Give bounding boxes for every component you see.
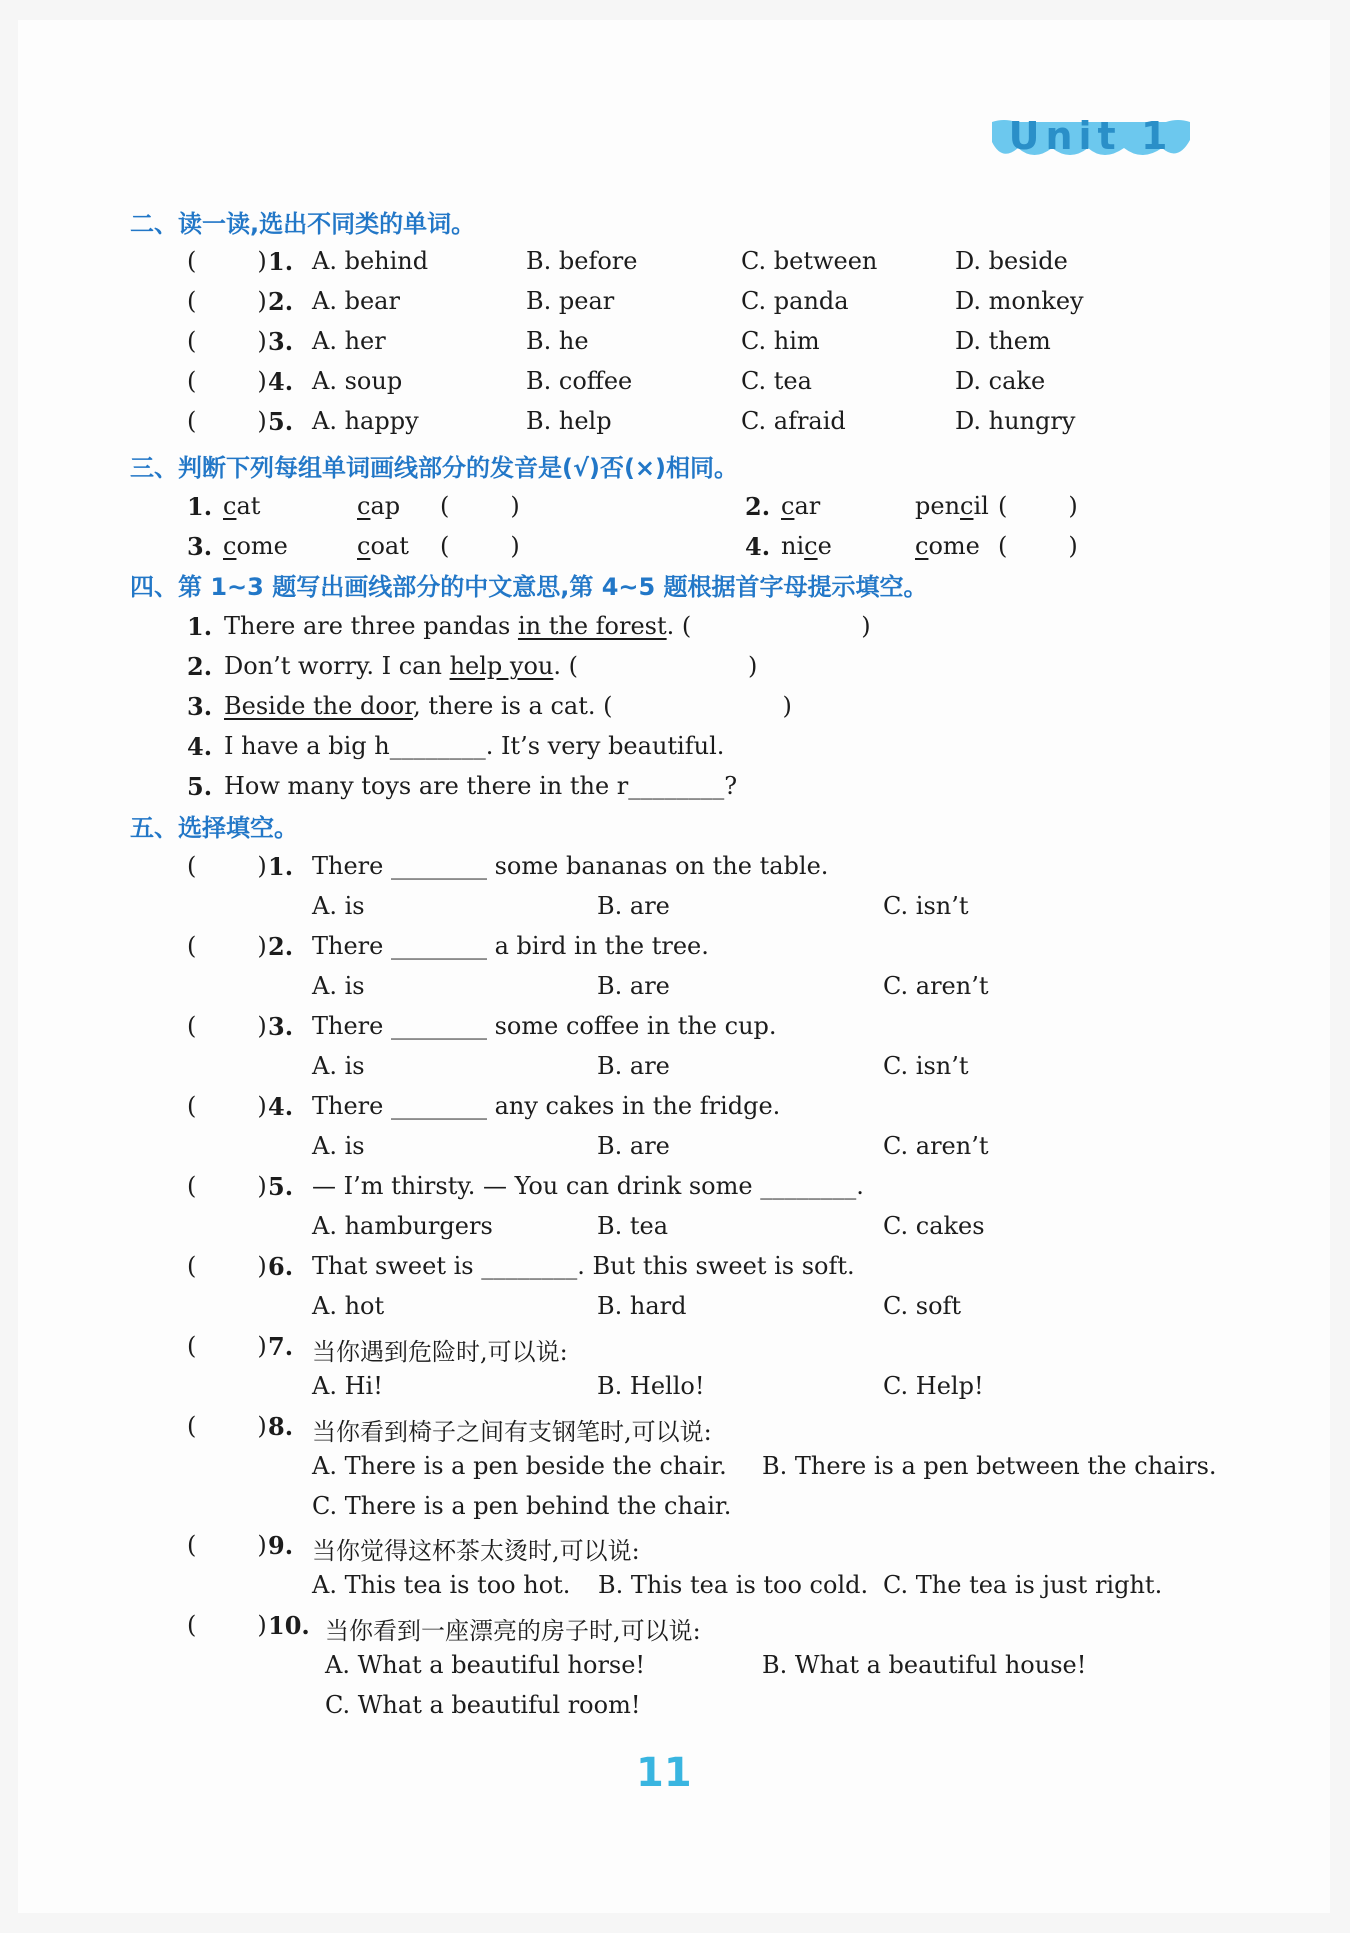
answer-slot[interactable]: ( ) <box>998 532 1078 560</box>
option-c: C. isn’t <box>883 892 969 920</box>
sentence-part: Don’t worry. I can <box>224 652 450 680</box>
unit-badge-label: Unit 1 <box>1008 114 1174 158</box>
question-number: 1. <box>268 247 294 276</box>
question-number: 3. <box>187 692 213 721</box>
question-number: 4. <box>187 732 213 761</box>
underlined-word <box>915 532 980 560</box>
option-b: B. pear <box>526 287 615 315</box>
answer-slot[interactable]: ( ) <box>187 1012 267 1040</box>
question-number: 2. <box>745 492 771 521</box>
underlined-word <box>357 532 409 560</box>
option-a: A. is <box>312 892 365 920</box>
answer-slot[interactable]: ( ) <box>187 1611 267 1639</box>
option-b: B. Hello! <box>597 1372 705 1400</box>
option-b: B. There is a pen between the chairs. <box>762 1452 1217 1480</box>
underlined-word <box>781 492 820 520</box>
question-text: I have a big h________. It’s very beautiful. <box>224 732 725 760</box>
option-c: C. What a beautiful room! <box>325 1691 641 1719</box>
question-number: 1. <box>268 852 294 881</box>
question-text: There ________ some coffee in the cup. <box>312 1012 777 1040</box>
option-a: A. happy <box>312 407 419 435</box>
option-c: C. him <box>741 327 820 355</box>
word-part: at <box>236 492 261 520</box>
option-a: A. This tea is too hot. <box>312 1571 571 1599</box>
question-text: There ________ some bananas on the table. <box>312 852 829 880</box>
question-text: — I’m thirsty. — You can drink some ________. <box>312 1172 864 1200</box>
option-a: A. is <box>312 1132 365 1160</box>
answer-slot[interactable]: ( ) <box>440 532 520 560</box>
answer-slot[interactable]: ( ) <box>187 247 267 275</box>
sentence-part: There are three pandas <box>224 612 518 640</box>
underlined-phrase: Beside the door <box>224 692 414 720</box>
question-number: 4. <box>268 367 294 396</box>
underlined-letter: c <box>223 532 237 560</box>
section-3-title: 三、判断下列每组单词画线部分的发音是(√)否(×)相同。 <box>130 454 738 482</box>
question-text: 当你看到椅子之间有支钢笔时,可以说: <box>312 1418 712 1446</box>
underlined-word <box>915 492 989 520</box>
word-part: ome <box>928 532 980 560</box>
page-number: 11 <box>636 1750 692 1796</box>
unit-badge <box>992 114 1190 162</box>
option-b: B. This tea is too cold. <box>598 1571 869 1599</box>
option-c: C. soft <box>883 1292 962 1320</box>
word-part: ni <box>781 532 805 560</box>
question-number: 10. <box>268 1611 310 1640</box>
answer-slot[interactable]: ( ) <box>187 327 267 355</box>
underlined-phrase: help you <box>449 652 554 680</box>
question-text <box>224 652 757 680</box>
option-c: C. The tea is just right. <box>883 1571 1163 1599</box>
option-c: C. tea <box>741 367 812 395</box>
question-number: 5. <box>268 407 294 436</box>
option-a: A. soup <box>312 367 403 395</box>
option-a: A. Hi! <box>312 1372 383 1400</box>
question-text: 当你觉得这杯茶太烫时,可以说: <box>312 1537 640 1565</box>
question-number: 4. <box>268 1092 294 1121</box>
underlined-letter: c <box>804 532 818 560</box>
option-c: C. aren’t <box>883 972 989 1000</box>
underlined-word <box>223 532 288 560</box>
question-number: 3. <box>187 532 213 561</box>
option-b: B. hard <box>597 1292 687 1320</box>
option-a: A. What a beautiful horse! <box>325 1651 646 1679</box>
question-text: 当你看到一座漂亮的房子时,可以说: <box>325 1617 701 1645</box>
question-number: 4. <box>745 532 771 561</box>
option-a: A. is <box>312 972 365 1000</box>
question-text: There ________ a bird in the tree. <box>312 932 709 960</box>
question-number: 5. <box>187 772 213 801</box>
option-d: D. monkey <box>955 287 1084 315</box>
option-b: B. are <box>597 892 670 920</box>
question-number: 2. <box>187 652 213 681</box>
word-part: ap <box>370 492 401 520</box>
section-4-title: 四、第 1~3 题写出画线部分的中文意思,第 4~5 题根据首字母提示填空。 <box>130 573 928 601</box>
option-a: A. hamburgers <box>312 1212 493 1240</box>
question-number: 1. <box>187 492 213 521</box>
sentence-part: ) <box>782 692 792 720</box>
answer-slot[interactable]: ( ) <box>998 492 1078 520</box>
sentence-part: , there is a cat. ( <box>413 692 613 720</box>
question-text <box>224 612 871 640</box>
underlined-phrase: in the forest <box>517 612 667 640</box>
answer-slot[interactable]: ( ) <box>187 1172 267 1200</box>
sentence-part: ) <box>747 652 758 680</box>
question-number: 9. <box>268 1531 294 1560</box>
answer-slot[interactable]: ( ) <box>187 1332 267 1360</box>
option-d: D. cake <box>955 367 1046 395</box>
question-number: 8. <box>268 1412 294 1441</box>
section-2-title: 二、读一读,选出不同类的单词。 <box>130 210 476 238</box>
option-b: B. he <box>526 327 589 355</box>
option-c: C. panda <box>741 287 849 315</box>
answer-slot[interactable]: ( ) <box>187 1412 267 1440</box>
word-part: ome <box>236 532 288 560</box>
word-part: il <box>973 492 989 520</box>
word-part: pen <box>915 492 961 520</box>
option-b: B. What a beautiful house! <box>762 1651 1087 1679</box>
underlined-letter: c <box>915 532 929 560</box>
option-c: C. aren’t <box>883 1132 989 1160</box>
underlined-word <box>781 532 832 560</box>
option-c: C. cakes <box>883 1212 985 1240</box>
answer-slot[interactable]: ( ) <box>187 407 267 435</box>
answer-slot[interactable]: ( ) <box>187 367 267 395</box>
question-text: There ________ any cakes in the fridge. <box>312 1092 781 1120</box>
option-c: C. afraid <box>741 407 846 435</box>
option-b: B. are <box>597 1052 670 1080</box>
option-a: A. hot <box>312 1292 385 1320</box>
option-b: B. help <box>526 407 612 435</box>
option-d: D. hungry <box>955 407 1076 435</box>
option-a: A. is <box>312 1052 365 1080</box>
option-a: A. bear <box>312 287 400 315</box>
answer-slot[interactable]: ( ) <box>440 492 520 520</box>
sentence-part: ) <box>861 612 871 640</box>
underlined-letter: c <box>357 492 371 520</box>
underlined-letter: c <box>781 492 795 520</box>
answer-slot[interactable]: ( ) <box>187 1092 267 1120</box>
underlined-letter: c <box>960 492 974 520</box>
option-d: D. them <box>955 327 1051 355</box>
option-d: D. beside <box>955 247 1068 275</box>
option-b: B. are <box>597 1132 670 1160</box>
option-a: A. behind <box>312 247 429 275</box>
question-text: That sweet is ________. But this sweet is soft. <box>312 1252 855 1280</box>
question-number: 1. <box>187 612 213 641</box>
word-part: ar <box>794 492 821 520</box>
option-a: A. her <box>312 327 386 355</box>
option-c: C. There is a pen behind the chair. <box>312 1492 732 1520</box>
option-c: C. between <box>741 247 878 275</box>
option-c: C. isn’t <box>883 1052 969 1080</box>
option-b: B. tea <box>597 1212 669 1240</box>
question-number: 2. <box>268 287 294 316</box>
section-5-title: 五、选择填空。 <box>130 814 298 842</box>
option-b: B. are <box>597 972 670 1000</box>
underlined-letter: c <box>357 532 371 560</box>
word-part: e <box>817 532 832 560</box>
question-number: 7. <box>268 1332 294 1361</box>
question-text: 当你遇到危险时,可以说: <box>312 1338 568 1366</box>
question-text <box>224 692 792 720</box>
question-number: 3. <box>268 1012 294 1041</box>
underlined-word <box>223 492 260 520</box>
sentence-part: . ( <box>666 612 692 640</box>
option-a: A. There is a pen beside the chair. <box>312 1452 727 1480</box>
answer-slot[interactable]: ( ) <box>187 852 267 880</box>
question-number: 5. <box>268 1172 294 1201</box>
word-part: oat <box>370 532 409 560</box>
question-number: 6. <box>268 1252 294 1281</box>
sentence-part: . ( <box>553 652 578 680</box>
answer-slot[interactable]: ( ) <box>187 287 267 315</box>
question-text: How many toys are there in the r________? <box>224 772 738 800</box>
option-c: C. Help! <box>883 1372 984 1400</box>
option-b: B. before <box>526 247 638 275</box>
question-number: 3. <box>268 327 294 356</box>
option-b: B. coffee <box>526 367 633 395</box>
underlined-word <box>357 492 400 520</box>
answer-slot[interactable]: ( ) <box>187 1252 267 1280</box>
underlined-letter: c <box>223 492 237 520</box>
question-number: 2. <box>268 932 294 961</box>
answer-slot[interactable]: ( ) <box>187 1531 267 1559</box>
answer-slot[interactable]: ( ) <box>187 932 267 960</box>
